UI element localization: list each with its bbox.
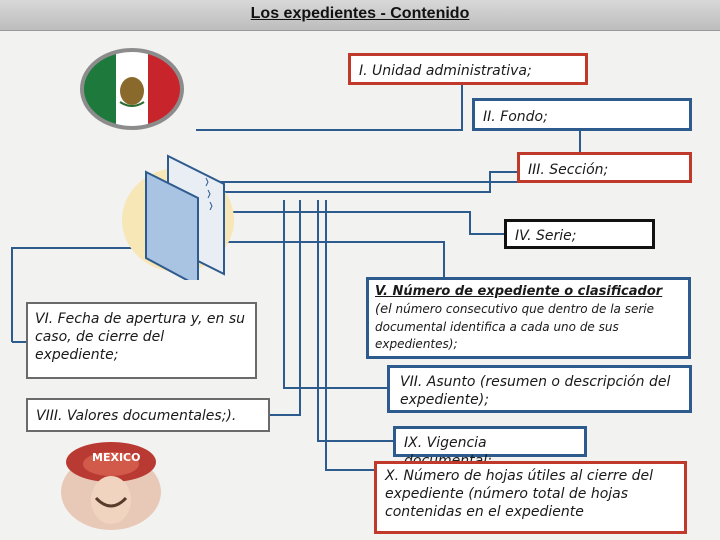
item-numero-hojas: X. Número de hojas útiles al cierre del expediente (número total de hojas contenidas en el expediente (374, 461, 687, 534)
page-title: Los expedientes - Contenido (250, 5, 470, 22)
item-vigencia-documental: IX. Vigencia (393, 426, 587, 457)
connector-unidad (196, 85, 462, 130)
item-seccion: III. Sección; (517, 152, 692, 183)
mexican-flag-icon (80, 48, 184, 134)
numero-paren: (el (375, 302, 392, 318)
item-asunto: VII. Asunto (resumen o descripción del expediente); (387, 365, 692, 413)
item-unidad-administrativa: I. Unidad administrativa; (348, 53, 588, 85)
item-fondo: II. Fondo; (472, 98, 692, 131)
connector-serie (210, 212, 504, 234)
sombrero-icon (56, 432, 166, 536)
folder-icon (122, 150, 242, 284)
item-valores-documentales: VIII. Valores documentales;). (26, 398, 270, 432)
item-fecha-apertura: VI. Fecha de apertura y, en su caso, de cierre del expediente; (26, 302, 257, 379)
numero-strong: V. Número de expediente o clasificador (375, 284, 663, 299)
numero-rest: número consecutivo que dentro de la serie documental identifica a cada uno de sus expedientes); (375, 302, 654, 352)
item-serie: IV. Serie; (504, 219, 655, 249)
item-numero-expediente (366, 277, 691, 359)
sombrero-text: MEXICO (92, 451, 141, 464)
